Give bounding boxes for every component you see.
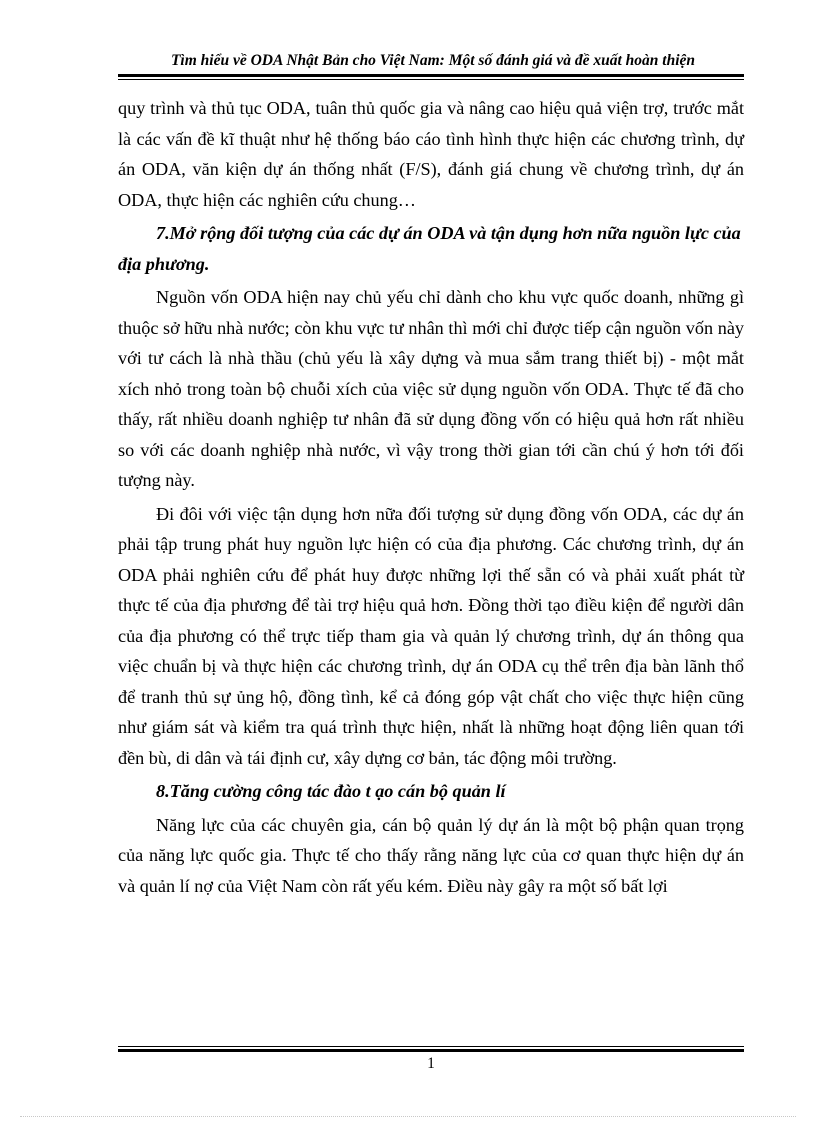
header-rule-thin — [118, 79, 744, 80]
paragraph-7b: Đi đôi với việc tận dụng hơn nữa đối tượng sử dụng đồng vốn ODA, các dự án phải tập trung phát huy nguồn lực hiện có của địa phương. Các chương trình, dự án ODA phải nghiên cứu để phát huy được những lợi thế sẵn có và phải xuất phát từ thực tế của địa phương để tài trợ hiệu quả hơn. Đồng thời tạo điều kiện để người dân của địa phương có thể trực tiếp tham gia và quản lý chương trình, dự án thông qua việc chuẩn bị và thực hiện các chương trình, dự án ODA cụ thể trên địa bàn lãnh thổ để tranh thủ sự ủng hộ, đồng tình, kể cả đóng góp vật chất cho việc thực hiện cũng như giám sát và kiểm tra quá trình thực hiện, nhất là những hoạt động liên quan tới đền bù, di dân và tái định cư, xây dựng cơ bản, tác động môi trường. — [118, 503, 744, 768]
document-body — [118, 93, 744, 901]
page-number: 1 — [427, 1055, 435, 1072]
header-title: Tìm hiểu về ODA Nhật Bản cho Việt Nam: Một số đánh giá và đề xuất hoàn thiện — [170, 52, 696, 69]
footer-rule-thick — [118, 1049, 744, 1052]
section-heading-8: 8.Tăng cường công tác đào t ạo cán bộ quản lí — [156, 781, 506, 801]
section-heading-7: 7.Mở rộng đối tượng của các dự án ODA và tận dụng hơn nữa nguồn lực của địa phương. — [118, 223, 741, 274]
page-bottom-dotted-line — [20, 1116, 796, 1117]
header-rule-thick — [118, 74, 744, 77]
paragraph-8a: Năng lực của các chuyên gia, cán bộ quản lý dự án là một bộ phận quan trọng của năng lực quốc gia. Thực tế cho thấy rằng năng lực của cơ quan thực hiện dự án và quản lí nợ của Việt Nam còn rất yếu kém. Điều này gây ra một số bất lợi — [118, 814, 744, 896]
paragraph-7a: Nguồn vốn ODA hiện nay chủ yếu chỉ dành cho khu vực quốc doanh, những gì thuộc sở hữu nhà nước; còn khu vực tư nhân thì mới chỉ được tiếp cận nguồn vốn này với tư cách là nhà thầu (chủ yếu là xây dựng và mua sắm trang thiết bị) - một mắt xích nhỏ trong toàn bộ chuỗi xích của việc sử dụng nguồn vốn ODA. Thực tế đã cho thấy, rất nhiều doanh nghiệp tư nhân đã sử dụng đồng vốn có hiệu quả hơn rất nhiều so với các doanh nghiệp nhà nước, vì vậy trong thời gian tới cần chú ý hơn tới đối tượng này. — [118, 287, 744, 490]
paragraph-continuation: quy trình và thủ tục ODA, tuân thủ quốc gia và nâng cao hiệu quả viện trợ, trước mắt là các vấn đề kĩ thuật như hệ thống báo cáo tình hình thực hiện các chương trình, dự án ODA, văn kiện dự án thống nhất (F/S), đánh giá chung về chương trình, dự án ODA, thực hiện các nghiên cứu chung… — [118, 98, 744, 210]
footer-rule-thin — [118, 1046, 744, 1047]
